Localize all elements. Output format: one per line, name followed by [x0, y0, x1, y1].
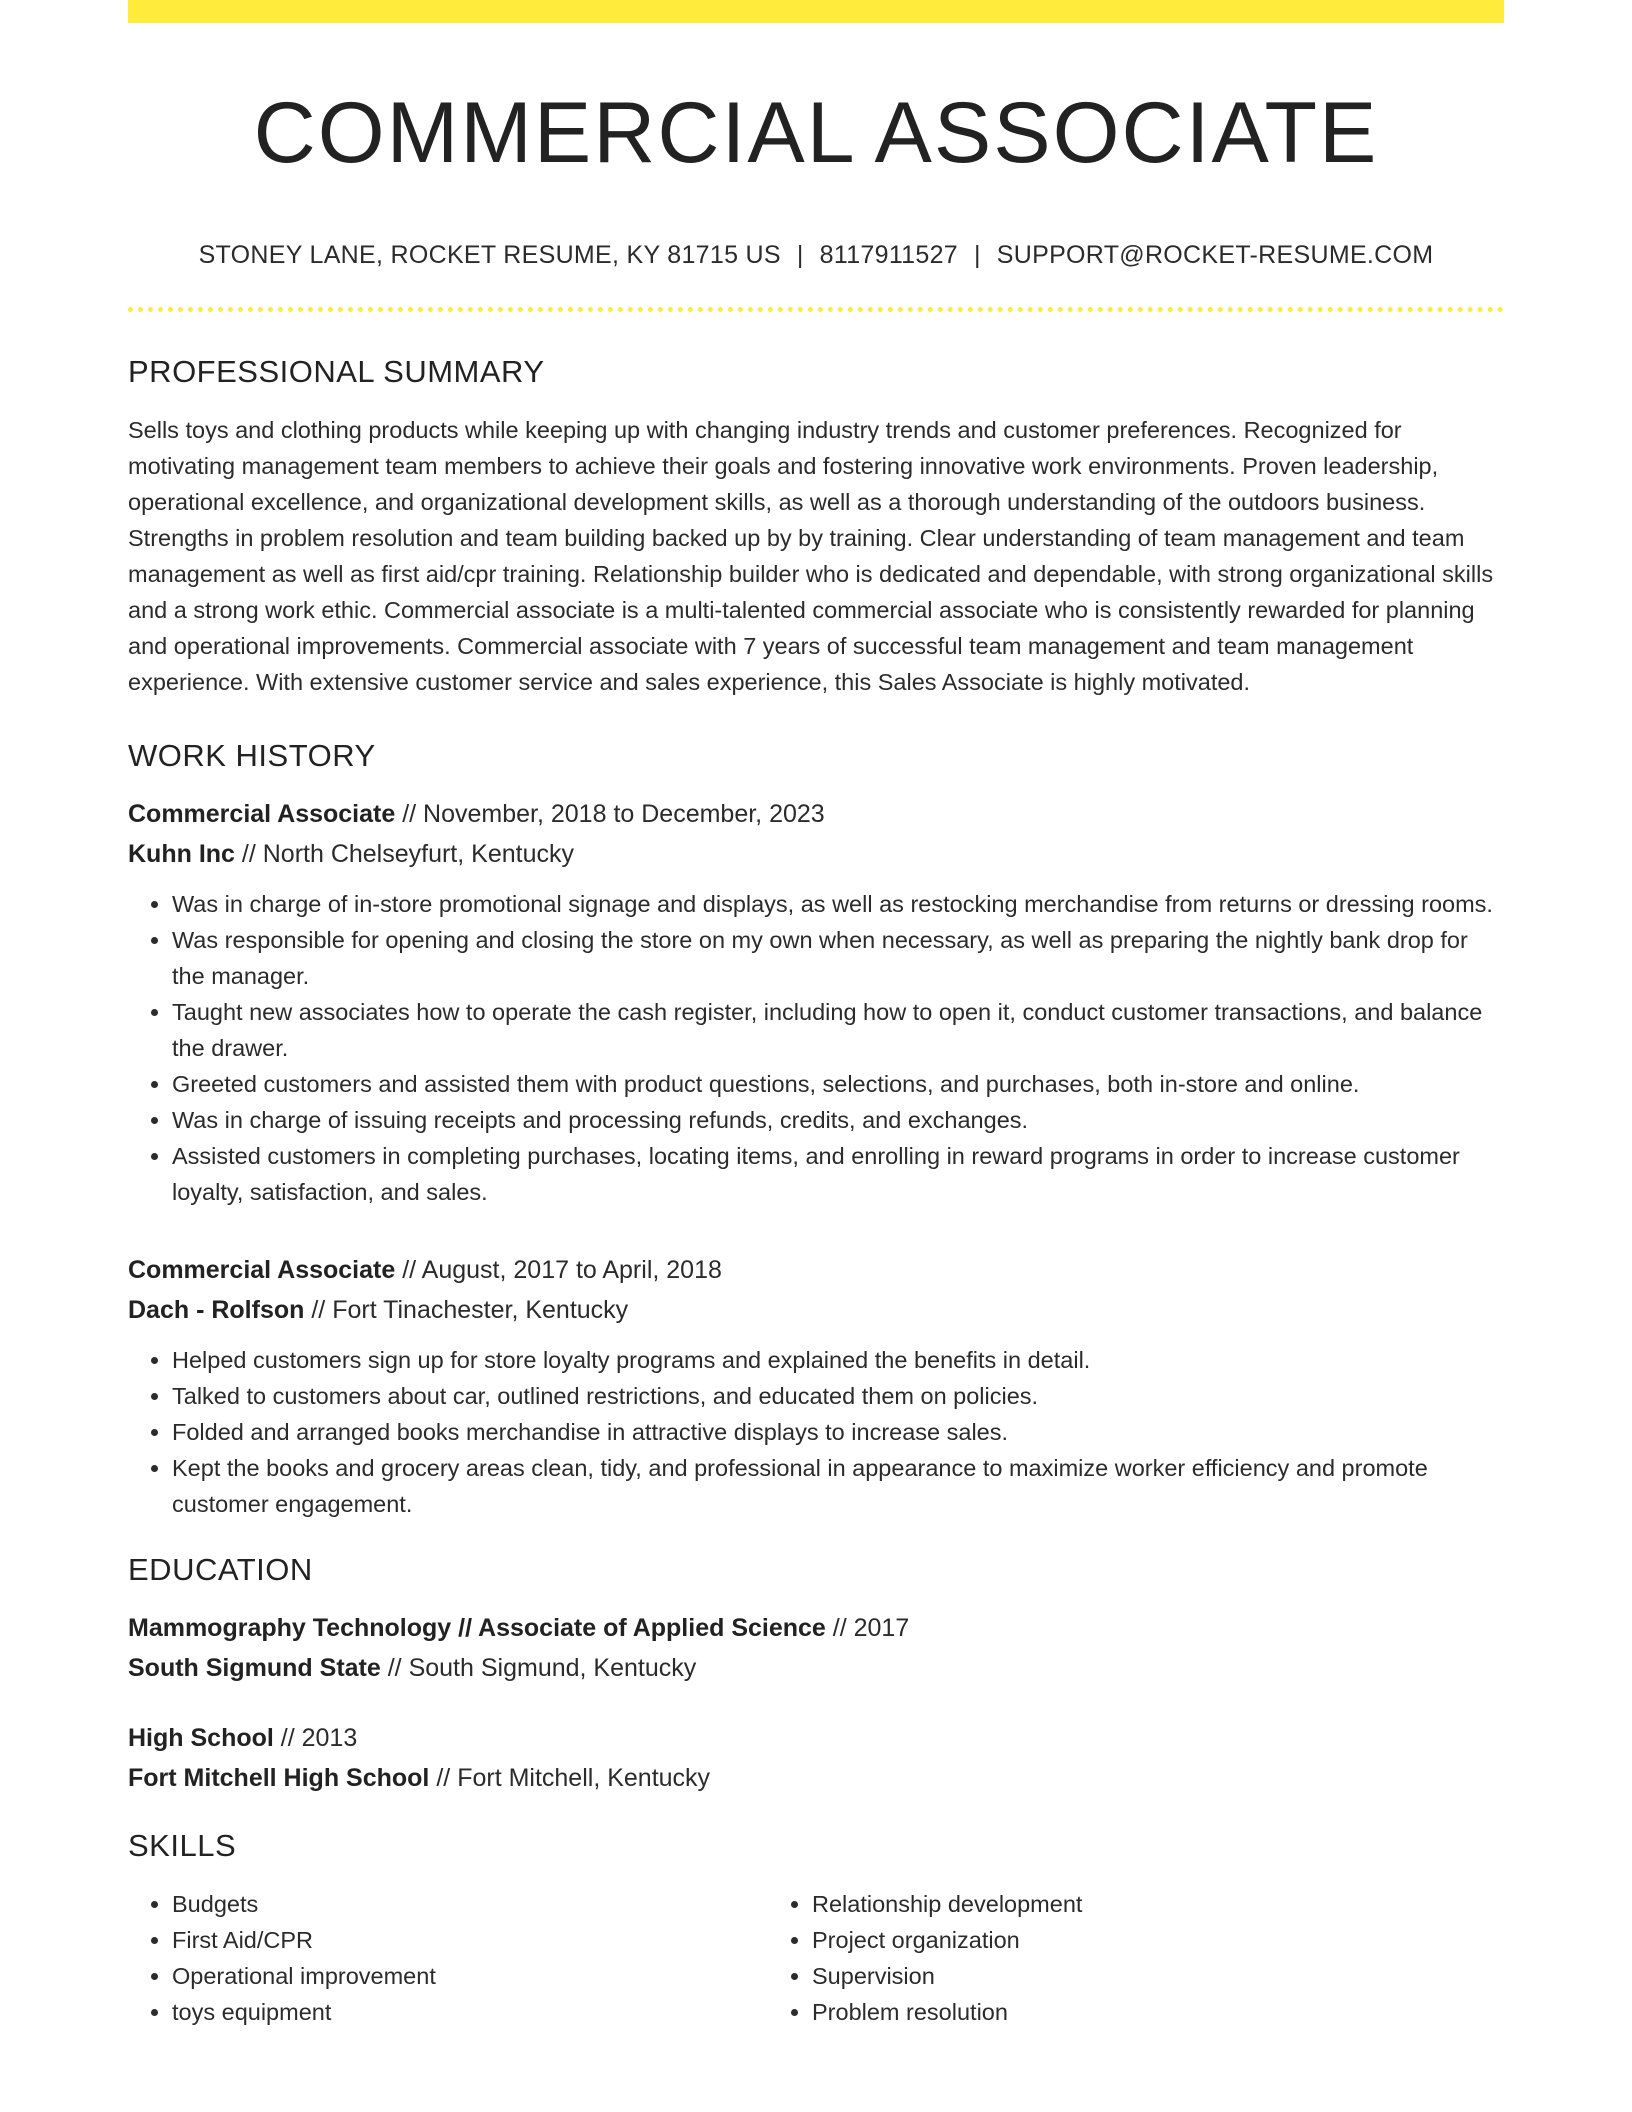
job-bullets	[128, 1342, 1504, 1522]
skills-column-right	[762, 1886, 1396, 2030]
education-school: South Sigmund State	[128, 1654, 381, 1682]
job-bullet: • Helped customers sign up for store loyalty programs and explained the benefits in detail.	[172, 1342, 1504, 1378]
education-year: 2017	[853, 1614, 910, 1642]
contact-separator: |	[973, 241, 981, 269]
resume-title: COMMERCIAL ASSOCIATE	[253, 85, 1379, 181]
section-title-education: EDUCATION	[128, 1552, 313, 1587]
job-role: Commercial Associate	[128, 1256, 396, 1284]
education-separator: //	[429, 1764, 458, 1792]
job-entry	[128, 1250, 1504, 1522]
education-separator: //	[273, 1724, 302, 1752]
job-location: North Chelseyfurt, Kentucky	[262, 840, 574, 868]
education-school-line	[128, 1758, 1504, 1798]
education-separator: //	[380, 1654, 409, 1682]
job-company-line	[128, 1290, 1504, 1330]
header-divider	[128, 307, 1504, 312]
education-school: Fort Mitchell High School	[128, 1764, 430, 1792]
skills-column-left	[128, 1886, 762, 2030]
skill-item: • Supervision	[812, 1958, 1396, 1994]
skill-item: • Budgets	[172, 1886, 762, 1922]
job-bullet: • Assisted customers in completing purchases, locating items, and enrolling in reward programs in order to increase customer loyalty, satisfaction, and sales.	[172, 1138, 1504, 1210]
education-year: 2013	[301, 1724, 358, 1752]
skill-item: • Operational improvement	[172, 1958, 762, 1994]
skill-item: • toys equipment	[172, 1994, 762, 2030]
education-degree-line	[128, 1608, 1504, 1648]
summary-text: Sells toys and clothing products while keeping up with changing industry trends and customer preferences. Recognized for motivating management team members to achieve their goals and fostering innovative work environments. Proven leadership, operational excellence, and organizational development skills, as well as a thorough understanding of the outdoors business. Strengths in problem resolution and team building backed up by by training. Clear understanding of team management and team management as well as first aid/cpr training. Relationship builder who is dedicated and dependable, with strong organizational skills and a strong work ethic. Commercial associate is a multi-talented commercial associate who is consistently rewarded for planning and operational improvements. Commercial associate with 7 years of successful team management and team management experience. With extensive customer service and sales experience, this Sales Associate is highly motivated.	[128, 417, 1494, 695]
job-company: Kuhn Inc	[128, 840, 235, 868]
skill-item: • Project organization	[812, 1922, 1396, 1958]
job-dates: November, 2018 to December, 2023	[423, 800, 825, 828]
section-title-skills: SKILLS	[128, 1828, 237, 1863]
job-separator: //	[395, 800, 424, 828]
job-role-line	[128, 1250, 1504, 1290]
job-bullet: • Was in charge of in-store promotional signage and displays, as well as restocking merchandise from returns or dressing rooms.	[172, 886, 1504, 922]
education-location: South Sigmund, Kentucky	[408, 1654, 697, 1682]
job-bullet: • Folded and arranged books merchandise in attractive displays to increase sales.	[172, 1414, 1504, 1450]
education-degree: High School	[128, 1724, 274, 1752]
job-location: Fort Tinachester, Kentucky	[332, 1296, 629, 1324]
top-accent-bar	[128, 0, 1504, 23]
job-role: Commercial Associate	[128, 800, 396, 828]
job-bullet: • Taught new associates how to operate the cash register, including how to open it, conduct customer transactions, and balance the drawer.	[172, 994, 1504, 1066]
skill-item: • Relationship development	[812, 1886, 1396, 1922]
section-title-summary: PROFESSIONAL SUMMARY	[128, 354, 545, 389]
job-bullet: • Greeted customers and assisted them with product questions, selections, and purchases, both in-store and online.	[172, 1066, 1504, 1102]
job-separator: //	[395, 1256, 422, 1284]
skill-item: • Problem resolution	[812, 1994, 1396, 2030]
education-separator: //	[825, 1614, 854, 1642]
section-title-work: WORK HISTORY	[128, 738, 376, 773]
contact-separator: |	[796, 241, 804, 269]
education-school-line	[128, 1648, 1504, 1688]
contact-email: SUPPORT@ROCKET-RESUME.COM	[996, 241, 1434, 269]
job-separator: //	[304, 1296, 333, 1324]
job-dates: August, 2017 to April, 2018	[421, 1256, 722, 1284]
contact-address: STONEY LANE, ROCKET RESUME, KY 81715 US	[198, 241, 781, 269]
education-location: Fort Mitchell, Kentucky	[457, 1764, 711, 1792]
contact-phone: 8117911527	[819, 241, 958, 269]
education-entry	[128, 1718, 1504, 1798]
resume-page	[128, 0, 1504, 2030]
job-bullets	[128, 886, 1504, 1210]
skills-list	[128, 1886, 1504, 2030]
education-entry	[128, 1608, 1504, 1688]
contact-line	[128, 240, 1504, 270]
job-bullet: • Was in charge of issuing receipts and processing refunds, credits, and exchanges.	[172, 1102, 1504, 1138]
job-company-line	[128, 834, 1504, 874]
job-bullet: • Kept the books and grocery areas clean, tidy, and professional in appearance to maximize worker efficiency and promote customer engagement.	[172, 1450, 1504, 1522]
skill-item: • First Aid/CPR	[172, 1922, 762, 1958]
education-degree-line	[128, 1718, 1504, 1758]
job-bullet: • Talked to customers about car, outlined restrictions, and educated them on policies.	[172, 1378, 1504, 1414]
job-separator: //	[234, 840, 263, 868]
job-role-line	[128, 794, 1504, 834]
education-degree: Mammography Technology // Associate of Applied Science	[128, 1614, 826, 1642]
job-company: Dach - Rolfson	[128, 1296, 305, 1324]
job-entry	[128, 794, 1504, 1210]
job-bullet: • Was responsible for opening and closing the store on my own when necessary, as well as preparing the nightly bank drop for the manager.	[172, 922, 1504, 994]
